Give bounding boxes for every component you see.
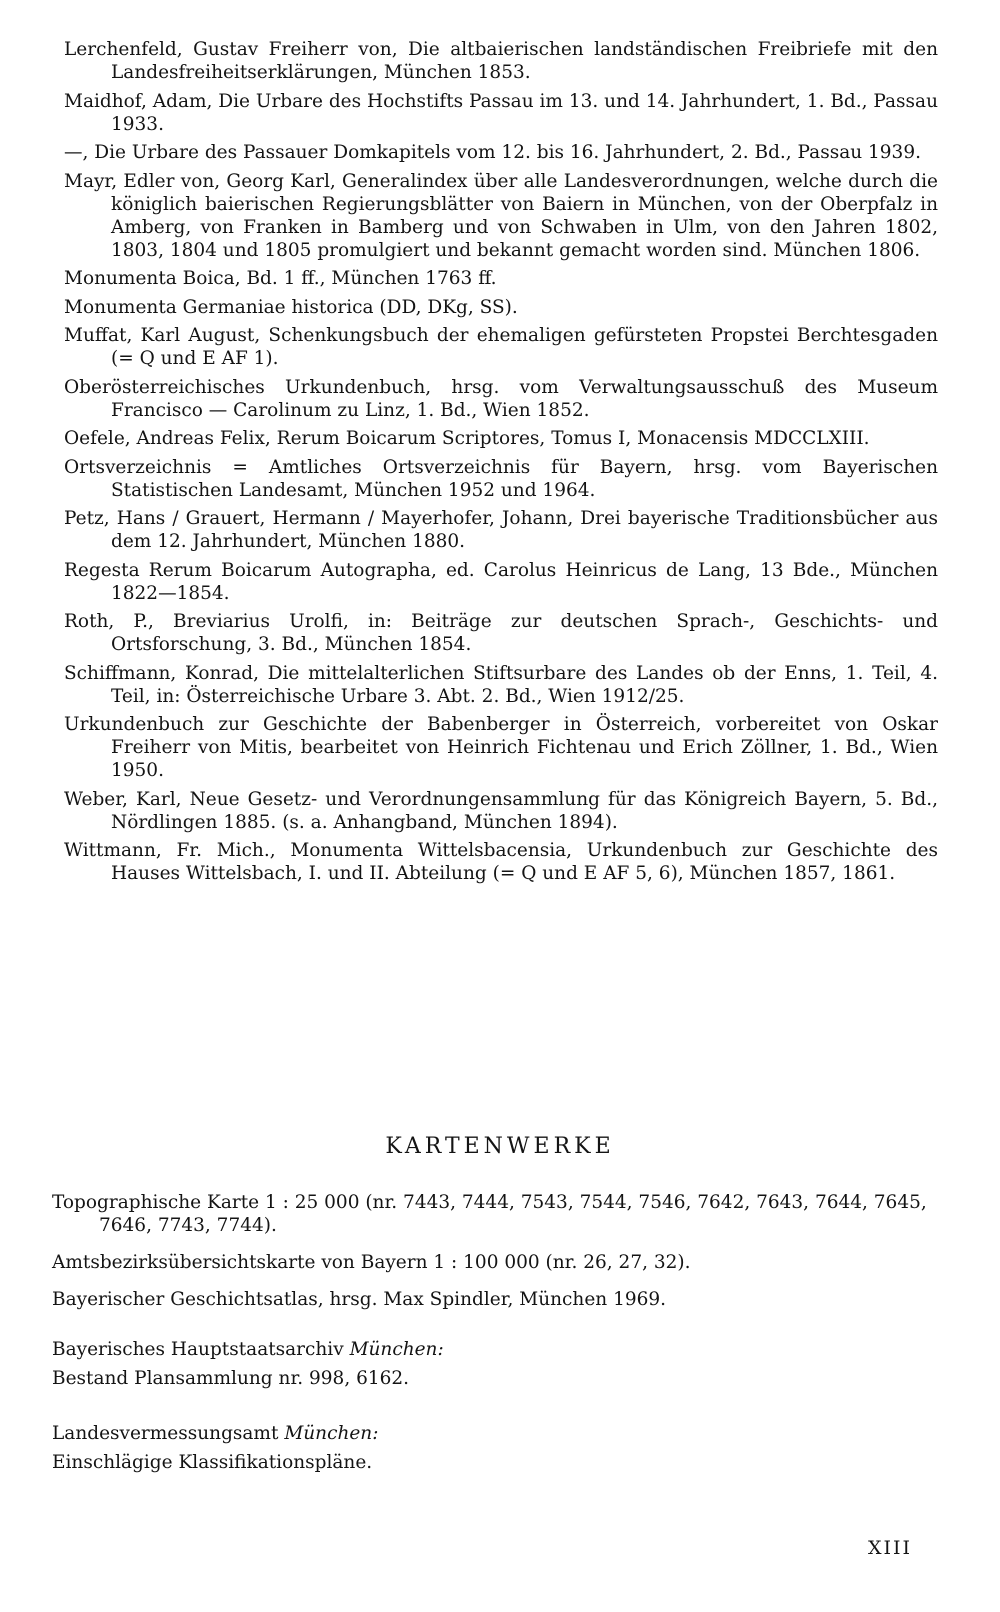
bib-entry: Lerchenfeld, Gustav Freiherr von, Die altbaierischen landständischen Freibriefe mit den Landesfreiheitserklärungen, München 1853.	[64, 39, 938, 83]
bib-entry: Wittmann, Fr. Mich., Monumenta Wittelsbacensia, Urkundenbuch zur Geschichte des Hauses Wittelsbach, I. und II. Abteilung (= Q und E AF 5, 6), München 1857, 1861.	[64, 840, 938, 884]
archive-place: München:	[284, 1423, 379, 1444]
archive-holding: Einschlägige Klassifikationspläne.	[52, 1452, 373, 1473]
bib-entry: Monumenta Germaniae historica (DD, DKg, SS).	[64, 296, 518, 318]
bib-entry: Urkundenbuch zur Geschichte der Babenberger in Österreich, vorbereitet von Oskar Freiherr von Mitis, bearbeitet von Heinrich Fichtenau und Erich Zöllner, 1. Bd., Wien 1950.	[64, 714, 938, 781]
map-entry: Bayerischer Geschichtsatlas, hrsg. Max Spindler, München 1969.	[52, 1289, 667, 1310]
archive-place: München:	[349, 1339, 444, 1360]
bib-entry: Oefele, Andreas Felix, Rerum Boicarum Scriptores, Tomus I, Monacensis MDCCLXIII.	[64, 428, 870, 449]
archive-name: Landesvermessungsamt	[52, 1423, 279, 1444]
bib-entry: Roth, P., Breviarius Urolfi, in: Beiträge zur deutschen Sprach-, Geschichts- und Ortsforschung, 3. Bd., München 1854.	[64, 611, 938, 655]
bib-entry: Schiffmann, Konrad, Die mittelalterlichen Stiftsurbare des Landes ob der Enns, 1. Teil, 4. Teil, in: Österreichische Urbare 3. Abt. 2. Bd., Wien 1912/25.	[64, 662, 938, 707]
bibliography-list	[64, 38, 938, 891]
bib-entry: Muffat, Karl August, Schenkungsbuch der ehemaligen gefürsteten Propstei Berchtesgaden (= Q und E AF 1).	[64, 325, 938, 369]
archive-block	[52, 1335, 932, 1393]
archive-name: Bayerisches Hauptstaatsarchiv	[52, 1339, 344, 1360]
bib-entry: Maidhof, Adam, Die Urbare des Hochstifts Passau im 13. und 14. Jahrhundert, 1. Bd., Passau 1933.	[64, 90, 938, 135]
archive-heading	[52, 1419, 932, 1448]
bib-entry: Oberösterreichisches Urkundenbuch, hrsg. vom Verwaltungsausschuß des Museum Francisco — Carolinum zu Linz, 1. Bd., Wien 1852.	[64, 376, 938, 421]
map-entry: Amtsbezirksübersichtskarte von Bayern 1 : 100 000 (nr. 26, 27, 32).	[52, 1252, 691, 1273]
bib-entry: —, Die Urbare des Passauer Domkapitels vom 12. bis 16. Jahrhundert, 2. Bd., Passau 1939.	[64, 142, 921, 163]
bib-entry: Petz, Hans / Grauert, Hermann / Mayerhofer, Johann, Drei bayerische Traditionsbücher aus dem 12. Jahrhundert, München 1880.	[64, 508, 938, 552]
maps-list	[52, 1191, 932, 1477]
bib-entry: Ortsverzeichnis = Amtliches Ortsverzeichnis für Bayern, hrsg. vom Bayerischen Statistischen Landesamt, München 1952 und 1964.	[64, 456, 938, 501]
section-title-kartenwerke: KARTENWERKE	[385, 1134, 615, 1159]
bib-entry: Weber, Karl, Neue Gesetz- und Verordnungensammlung für das Königreich Bayern, 5. Bd., Nördlingen 1885. (s. a. Anhangband, München 1894).	[64, 788, 938, 833]
bib-entry: Mayr, Edler von, Georg Karl, Generalindex über alle Landesverordnungen, welche durch die königlich baierischen Regierungsblätter von Baiern in München, von der Oberpfalz in Amberg, von Franken in Bamberg und von Schwaben in Ulm, von den Jahren 1802, 1803, 1804 und 1805 promulgiert und bekannt gemacht worden sind. München 1806.	[64, 170, 938, 261]
page-number: XIII	[867, 1537, 912, 1559]
archive-holding: Bestand Plansammlung nr. 998, 6162.	[52, 1368, 410, 1389]
archive-block	[52, 1419, 932, 1477]
archive-heading	[52, 1335, 932, 1364]
bib-entry: Regesta Rerum Boicarum Autographa, ed. Carolus Heinricus de Lang, 13 Bde., München 1822—1854.	[64, 559, 938, 604]
bib-entry: Monumenta Boica, Bd. 1 ff., München 1763 ff.	[64, 268, 497, 289]
map-entry: Topographische Karte 1 : 25 000 (nr. 7443, 7444, 7543, 7544, 7546, 7642, 7643, 7644, 7645, 7646, 7743, 7744).	[52, 1192, 927, 1236]
